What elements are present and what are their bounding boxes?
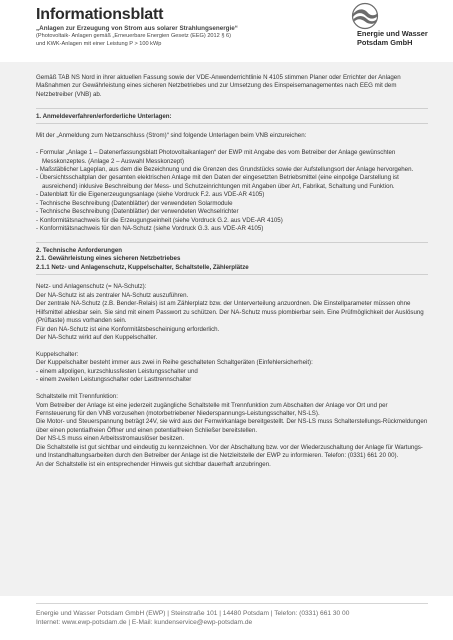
subtitle-line-1: „Anlagen zur Erzeugung von Strom aus solarer Strahlungsenergie“ bbox=[36, 25, 238, 32]
schaltstelle-line: Die Schaltstelle ist gut sichtbar und eindeutig zu kennzeichnen. Vor der Abschaltung bzw. vor der Wiederzuschaltung der Anlage für Wartungs- und Instandhaltungsarbeiten durch den Betreiber der Anlage ist die Netzleitstelle der EWP zu informieren. Telefon: (0331) 661 20 00). bbox=[36, 443, 423, 460]
section-2-heading: 2. Technische Anforderungen bbox=[36, 246, 122, 254]
list-item: - Technische Beschreibung (Datenblätter) der verwendeten Solarmodule bbox=[36, 199, 233, 207]
na-schutz-line: Der NA-Schutz ist als zentraler NA-Schutz auszuführen. bbox=[36, 291, 189, 299]
kuppelschalter-line: Der Kuppelschalter besteht immer aus zwei in Reihe geschalteten Schaltgeräten (Einfehlersicherheit): bbox=[36, 359, 313, 367]
schaltstelle-line: Vom Betreiber der Anlage ist eine jederzeit zugängliche Schaltstelle mit Trennfunktion zum Abschalten der Anlage vor Ort und per Fernsteuerung für den VNB vorzusehen (motorbetriebener Niederspannungs-Leistungsschalter, NS-LS). bbox=[36, 401, 388, 417]
list-item: - Maßstäblicher Lageplan, aus dem die Bezeichnung und die Grenzen des Grundstücks sowie der Aufstellungsort der Anlage hervorgehen. bbox=[36, 165, 414, 173]
section-1-heading: 1. Anmeldeverfahren/erforderliche Unterlagen: bbox=[36, 112, 172, 120]
schaltstelle-line: Der NS-LS muss einen Arbeitsstromauslöser besitzen. bbox=[36, 435, 185, 443]
na-schutz-heading: Netz- und Anlagenschutz (= NA-Schutz): bbox=[36, 283, 147, 291]
schaltstelle-line: An der Schaltstelle ist ein entsprechender Hinweis gut sichtbar dauerhaft anzubringen. bbox=[36, 460, 271, 468]
na-schutz-line: Für den NA-Schutz ist eine Konformitätsbescheinigung erforderlich. bbox=[36, 325, 220, 333]
section-divider bbox=[36, 274, 428, 275]
section-2-1-1-heading: 2.1.1 Netz- und Anlagenschutz, Kuppelschalter, Schaltstelle, Zählerplätze bbox=[36, 263, 249, 271]
kuppelschalter-line: - einem allpoligen, kurzschlussfesten Leistungsschalter und bbox=[36, 367, 198, 375]
logo-line-1: Energie und Wasser bbox=[357, 29, 428, 38]
footer bbox=[36, 609, 436, 627]
page-title: Informationsblatt bbox=[36, 6, 164, 23]
section-divider bbox=[36, 108, 428, 109]
ewp-logo-icon bbox=[348, 2, 382, 30]
list-item: - Konformitätsnachweis für die Erzeugungseinheit (siehe Vordruck G.2. aus VDE-AR 4105) bbox=[36, 216, 283, 224]
subtitle-line-2: (Photovoltaik- Anlagen gemäß „Erneuerbare Energien Gesetz (EEG) 2012 § 6) bbox=[36, 33, 231, 39]
list-item: - Datenblatt für die Eigenerzeugungsanlage (siehe Vordruck F.2. aus VDE-AR 4105) bbox=[36, 191, 265, 199]
list-item: - Formular „Anlage 1 – Datenerfassungsblatt Photovoltaikanlagen“ der EWP mit Angabe des vom Betreiber der Anlage gewünschten Messkonzeptes. (Anlage 2 – Auswahl Messkonzept) bbox=[36, 149, 396, 165]
header bbox=[0, 0, 453, 66]
document-body bbox=[36, 74, 428, 469]
section-divider bbox=[36, 123, 428, 124]
section-2-1-heading: 2.1. Gewährleistung eines sicheren Netzbetriebes bbox=[36, 255, 181, 263]
list-item: - Technische Beschreibung (Datenblätter) der verwendeten Wechselrichter bbox=[36, 208, 239, 216]
schaltstelle-heading: Schaltstelle mit Trennfunktion: bbox=[36, 393, 118, 401]
na-schutz-line: Der zentrale NA-Schutz (z.B. Bender-Relais) ist am Zählerplatz bzw. der Unterverteilung anzuordnen. Die Einstellparameter müssen ohne Hilfsmittel ablesbar sein. Sie sind mit einem Passwort zu schützen. Der NA-Schutz muss plombierbar sein. Eine Prüfmöglichkeit der Auslösung (Prüftaste) muss vorhanden sein. bbox=[36, 300, 424, 325]
kuppelschalter-heading: Kuppelschalter: bbox=[36, 350, 79, 358]
list-item: - Übersichtsschaltplan der gesamten elektrischen Anlage mit den Daten der eingesetzten Betriebsmittel (eine einpolige Darstellung ist ausreichend) inklusive Beschreibung der Mess- und Schutzeinrichtungen mit Angaben über Art, Fabrikat, Schaltung und Funktion. bbox=[36, 174, 399, 190]
logo-line-2: Potsdam GmbH bbox=[357, 38, 413, 47]
section-1-lead: Mit der „Anmeldung zum Netzanschluss (Strom)“ sind folgende Unterlagen beim VNB einzureichen: bbox=[36, 132, 307, 140]
schaltstelle-line: Die Motor- und Steuerspannung beträgt 24V, sie wird aus der Fernwirkanlage bereitgestellt. Der NS-LS muss Schalterstellungs-Rückmeldungen über einen potentialfreien Öffner und einen potentialfreien Schließer bereitstellen. bbox=[36, 418, 428, 434]
footer-divider bbox=[36, 603, 428, 604]
list-item: - Konformitätsnachweis für den NA-Schutz (siehe Vordruck G.3. aus VDE-AR 4105) bbox=[36, 225, 264, 233]
footer-contact: Internet: www.ewp-potsdam.de | E-Mail: kundenservice@ewp-potsdam.de bbox=[36, 619, 253, 626]
footer-address: Energie und Wasser Potsdam GmbH (EWP) | Steinstraße 101 | 14480 Potsdam | Telefon: (0331) 661 30 00 bbox=[36, 610, 350, 617]
section-divider bbox=[36, 242, 428, 243]
intro-paragraph: Gemäß TAB NS Nord in ihrer aktuellen Fassung sowie der VDE-Anwenderrichtlinie N 4105 stimmen Planer oder Errichter der Anlagen Maßnahmen zur Gewährleistung eines sicheren Netzbetriebes und zur Umsetzung des Einspeisemanagementes nach EEG mit dem Netzbetreiber (VNB) ab. bbox=[36, 74, 401, 98]
na-schutz-line: Der NA-Schutz wirkt auf den Kuppelschalter. bbox=[36, 334, 158, 342]
subtitle-line-3: und KWK-Anlagen mit einer Leistung P > 100 kWp bbox=[36, 41, 162, 47]
kuppelschalter-line: - einem zweiten Leistungsschalter oder Lasttrennschalter bbox=[36, 376, 192, 384]
document-list bbox=[36, 149, 428, 234]
logo-wordmark bbox=[357, 29, 428, 47]
